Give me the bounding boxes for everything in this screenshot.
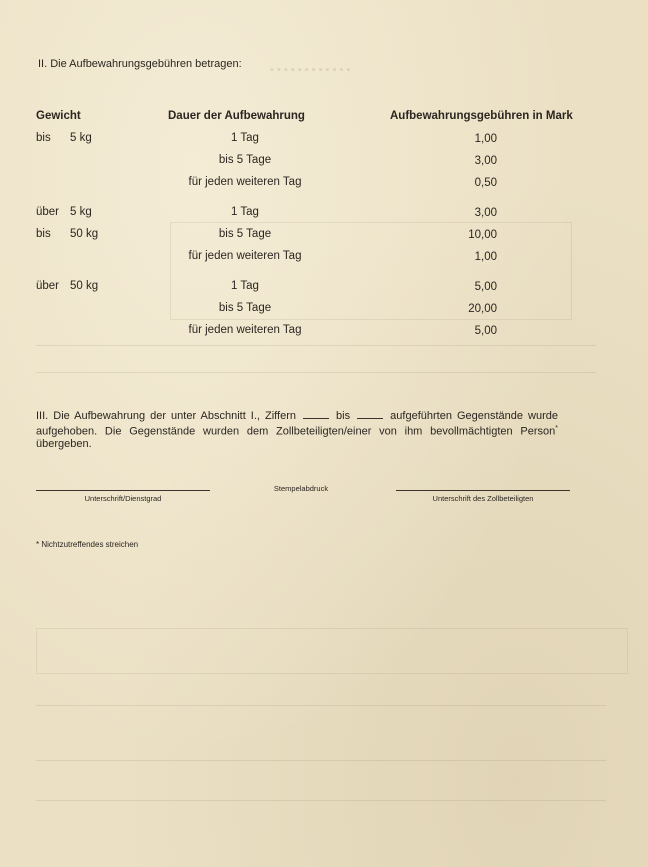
duration: für jeden weiteren Tag — [188, 250, 302, 262]
signature-line-participant[interactable] — [396, 490, 570, 491]
weight-qualifier: bis — [36, 228, 51, 240]
show-through-line — [36, 345, 596, 346]
duration: 1 Tag — [231, 206, 259, 218]
fee: 1,00 — [474, 251, 497, 263]
show-through-line — [36, 800, 606, 801]
duration: bis 5 Tage — [218, 228, 272, 240]
fee: 5,00 — [474, 325, 497, 337]
header-fees: Aufbewahrungsgebühren in Mark — [390, 110, 573, 122]
section-3-paragraph — [36, 410, 558, 450]
footnote: * Nichtzutreffendes streichen — [36, 540, 139, 549]
header-weight: Gewicht — [36, 110, 81, 122]
fee: 1,00 — [474, 133, 497, 145]
show-through-box — [36, 628, 628, 674]
fee: 0,50 — [474, 177, 497, 189]
duration: für jeden weiteren Tag — [188, 176, 302, 188]
section-3-text-start: III. Die Aufbewahrung der unter Abschnitt I., Ziffern — [36, 410, 296, 422]
duration: 1 Tag — [231, 280, 259, 292]
show-through-text: ▪ ▪ ▪ ▪ ▪ ▪ ▪ ▪ ▪ ▪ ▪ ▪ — [270, 64, 351, 76]
show-through-line — [36, 372, 596, 373]
weight-value: 5 kg — [70, 206, 92, 218]
header-duration: Dauer der Aufbewahrung — [168, 110, 305, 122]
stamp-label: Stempelabdruck — [273, 484, 329, 493]
footnote-marker: * — [555, 424, 558, 432]
fee: 10,00 — [468, 229, 497, 241]
weight-qualifier: über — [36, 206, 60, 218]
duration: 1 Tag — [231, 132, 259, 144]
duration: bis 5 Tage — [218, 154, 272, 166]
duration: für jeden weiteren Tag — [188, 324, 302, 336]
signature-label-official: Unterschrift/Dienstgrad — [84, 494, 162, 503]
weight-qualifier: bis — [36, 132, 51, 144]
ziffer-from-field[interactable] — [303, 410, 329, 419]
fee: 3,00 — [474, 207, 497, 219]
fee: 3,00 — [474, 155, 497, 167]
section-3-text-middle: aufgeführten Gegenstände wurde aufgehoben. Die Gegenstände wurden dem Zollbeteiligten/einer von ihm bevollmächtigten Person — [36, 410, 559, 438]
signature-line-official[interactable] — [36, 490, 210, 491]
show-through-line — [36, 760, 606, 761]
weight-value: 50 kg — [70, 280, 99, 292]
weight-qualifier: über — [36, 280, 60, 292]
fee: 5,00 — [474, 281, 497, 293]
section-2-title: II. Die Aufbewahrungsgebühren betragen: — [38, 58, 242, 70]
section-3-text-end: übergeben. — [36, 437, 92, 450]
weight-value: 50 kg — [70, 228, 99, 240]
duration: bis 5 Tage — [218, 302, 272, 314]
ziffer-to-field[interactable] — [357, 410, 383, 419]
weight-value: 5 kg — [70, 132, 92, 144]
show-through-line — [36, 705, 606, 706]
signature-label-participant: Unterschrift des Zollbeteiligten — [432, 494, 534, 503]
fee: 20,00 — [468, 303, 497, 315]
section-3-text-bis: bis — [336, 410, 351, 422]
